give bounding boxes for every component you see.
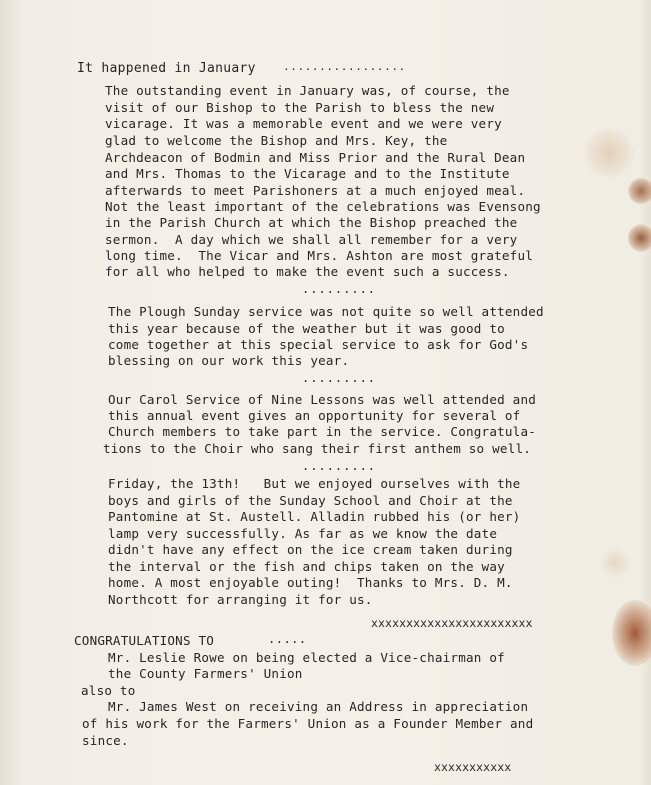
text-line: The Plough Sunday service was not quite so well attended: [108, 304, 544, 319]
text-line: didn't have any effect on the ice cream taken during: [108, 542, 513, 557]
section-title: It happened in January: [77, 61, 256, 76]
text-line: blessing on our work this year.: [108, 353, 350, 368]
text-line: in the Parish Church at which the Bishop preached the: [105, 215, 518, 230]
text-line: the County Farmers' Union: [108, 666, 303, 681]
title-leader-dots: .....: [268, 632, 307, 646]
text-line: this annual event gives an opportunity for several of: [108, 408, 521, 423]
text-line: afterwards to meet Parishoners at a much enjoyed meal.: [105, 183, 526, 198]
text-line: long time. The Vicar and Mrs. Ashton are most grateful: [105, 248, 534, 263]
text-line: the interval or the fish and chips taken on the way: [108, 559, 505, 574]
stain-mark: [612, 600, 651, 666]
text-line: Pantomine at St. Austell. Alladin rubbed his (or her): [108, 509, 521, 524]
x-separator: xxxxxxxxxxxxxxxxxxxxxxx: [371, 616, 533, 630]
text-line: Archdeacon of Bodmin and Miss Prior and the Rural Dean: [105, 150, 526, 165]
text-line: lamp very successfully. As far as we know the date: [108, 526, 498, 541]
stain-mark: [628, 224, 651, 252]
dot-separator: .........: [302, 282, 377, 296]
text-line: since.: [82, 733, 129, 748]
dot-separator: .........: [302, 459, 377, 473]
dot-separator: .........: [302, 371, 377, 385]
text-line: home. A most enjoyable outing! Thanks to Mrs. D. M.: [108, 575, 513, 590]
text-line: Friday, the 13th! But we enjoyed ourselves with the: [108, 476, 521, 491]
text-line: and Mrs. Thomas to the Vicarage and to the Institute: [105, 166, 510, 181]
text-line: this year because of the weather but it was good to: [108, 321, 505, 336]
stain-mark: [600, 548, 630, 578]
congratulations-title: CONGRATULATIONS TO: [74, 633, 215, 648]
text-line: vicarage. It was a memorable event and we were very: [105, 116, 502, 131]
x-separator: xxxxxxxxxxx: [434, 760, 512, 774]
text-line: of his work for the Farmers' Union as a Founder Member and: [82, 716, 534, 731]
text-line: Mr. James West on receiving an Address in appreciation: [108, 699, 529, 714]
text-line: The outstanding event in January was, of course, the: [105, 83, 510, 98]
stain-mark: [628, 178, 651, 204]
text-line: for all who helped to make the event such a success.: [105, 264, 510, 279]
text-line: come together at this special service to ask for God's: [108, 337, 529, 352]
text-line: boys and girls of the Sunday School and Choir at the: [108, 493, 513, 508]
text-line: Our Carol Service of Nine Lessons was well attended and: [108, 392, 537, 407]
text-line: visit of our Bishop to the Parish to bless the new: [105, 100, 495, 115]
text-line: Not the least important of the celebrations was Evensong: [105, 199, 541, 214]
text-line: Northcott for arranging it for us.: [108, 592, 373, 607]
text-line: sermon. A day which we shall all remember for a very: [105, 232, 518, 247]
stain-mark: [584, 128, 634, 178]
title-leader-dots: .................: [283, 60, 406, 73]
also-to-label: also to: [81, 683, 136, 698]
text-line: glad to welcome the Bishop and Mrs. Key, the: [105, 133, 448, 148]
text-line: Church members to take part in the service. Congratula-: [108, 424, 537, 439]
text-line: Mr. Leslie Rowe on being elected a Vice-chairman of: [108, 650, 505, 665]
text-line: tions to the Choir who sang their first anthem so well.: [103, 441, 532, 456]
